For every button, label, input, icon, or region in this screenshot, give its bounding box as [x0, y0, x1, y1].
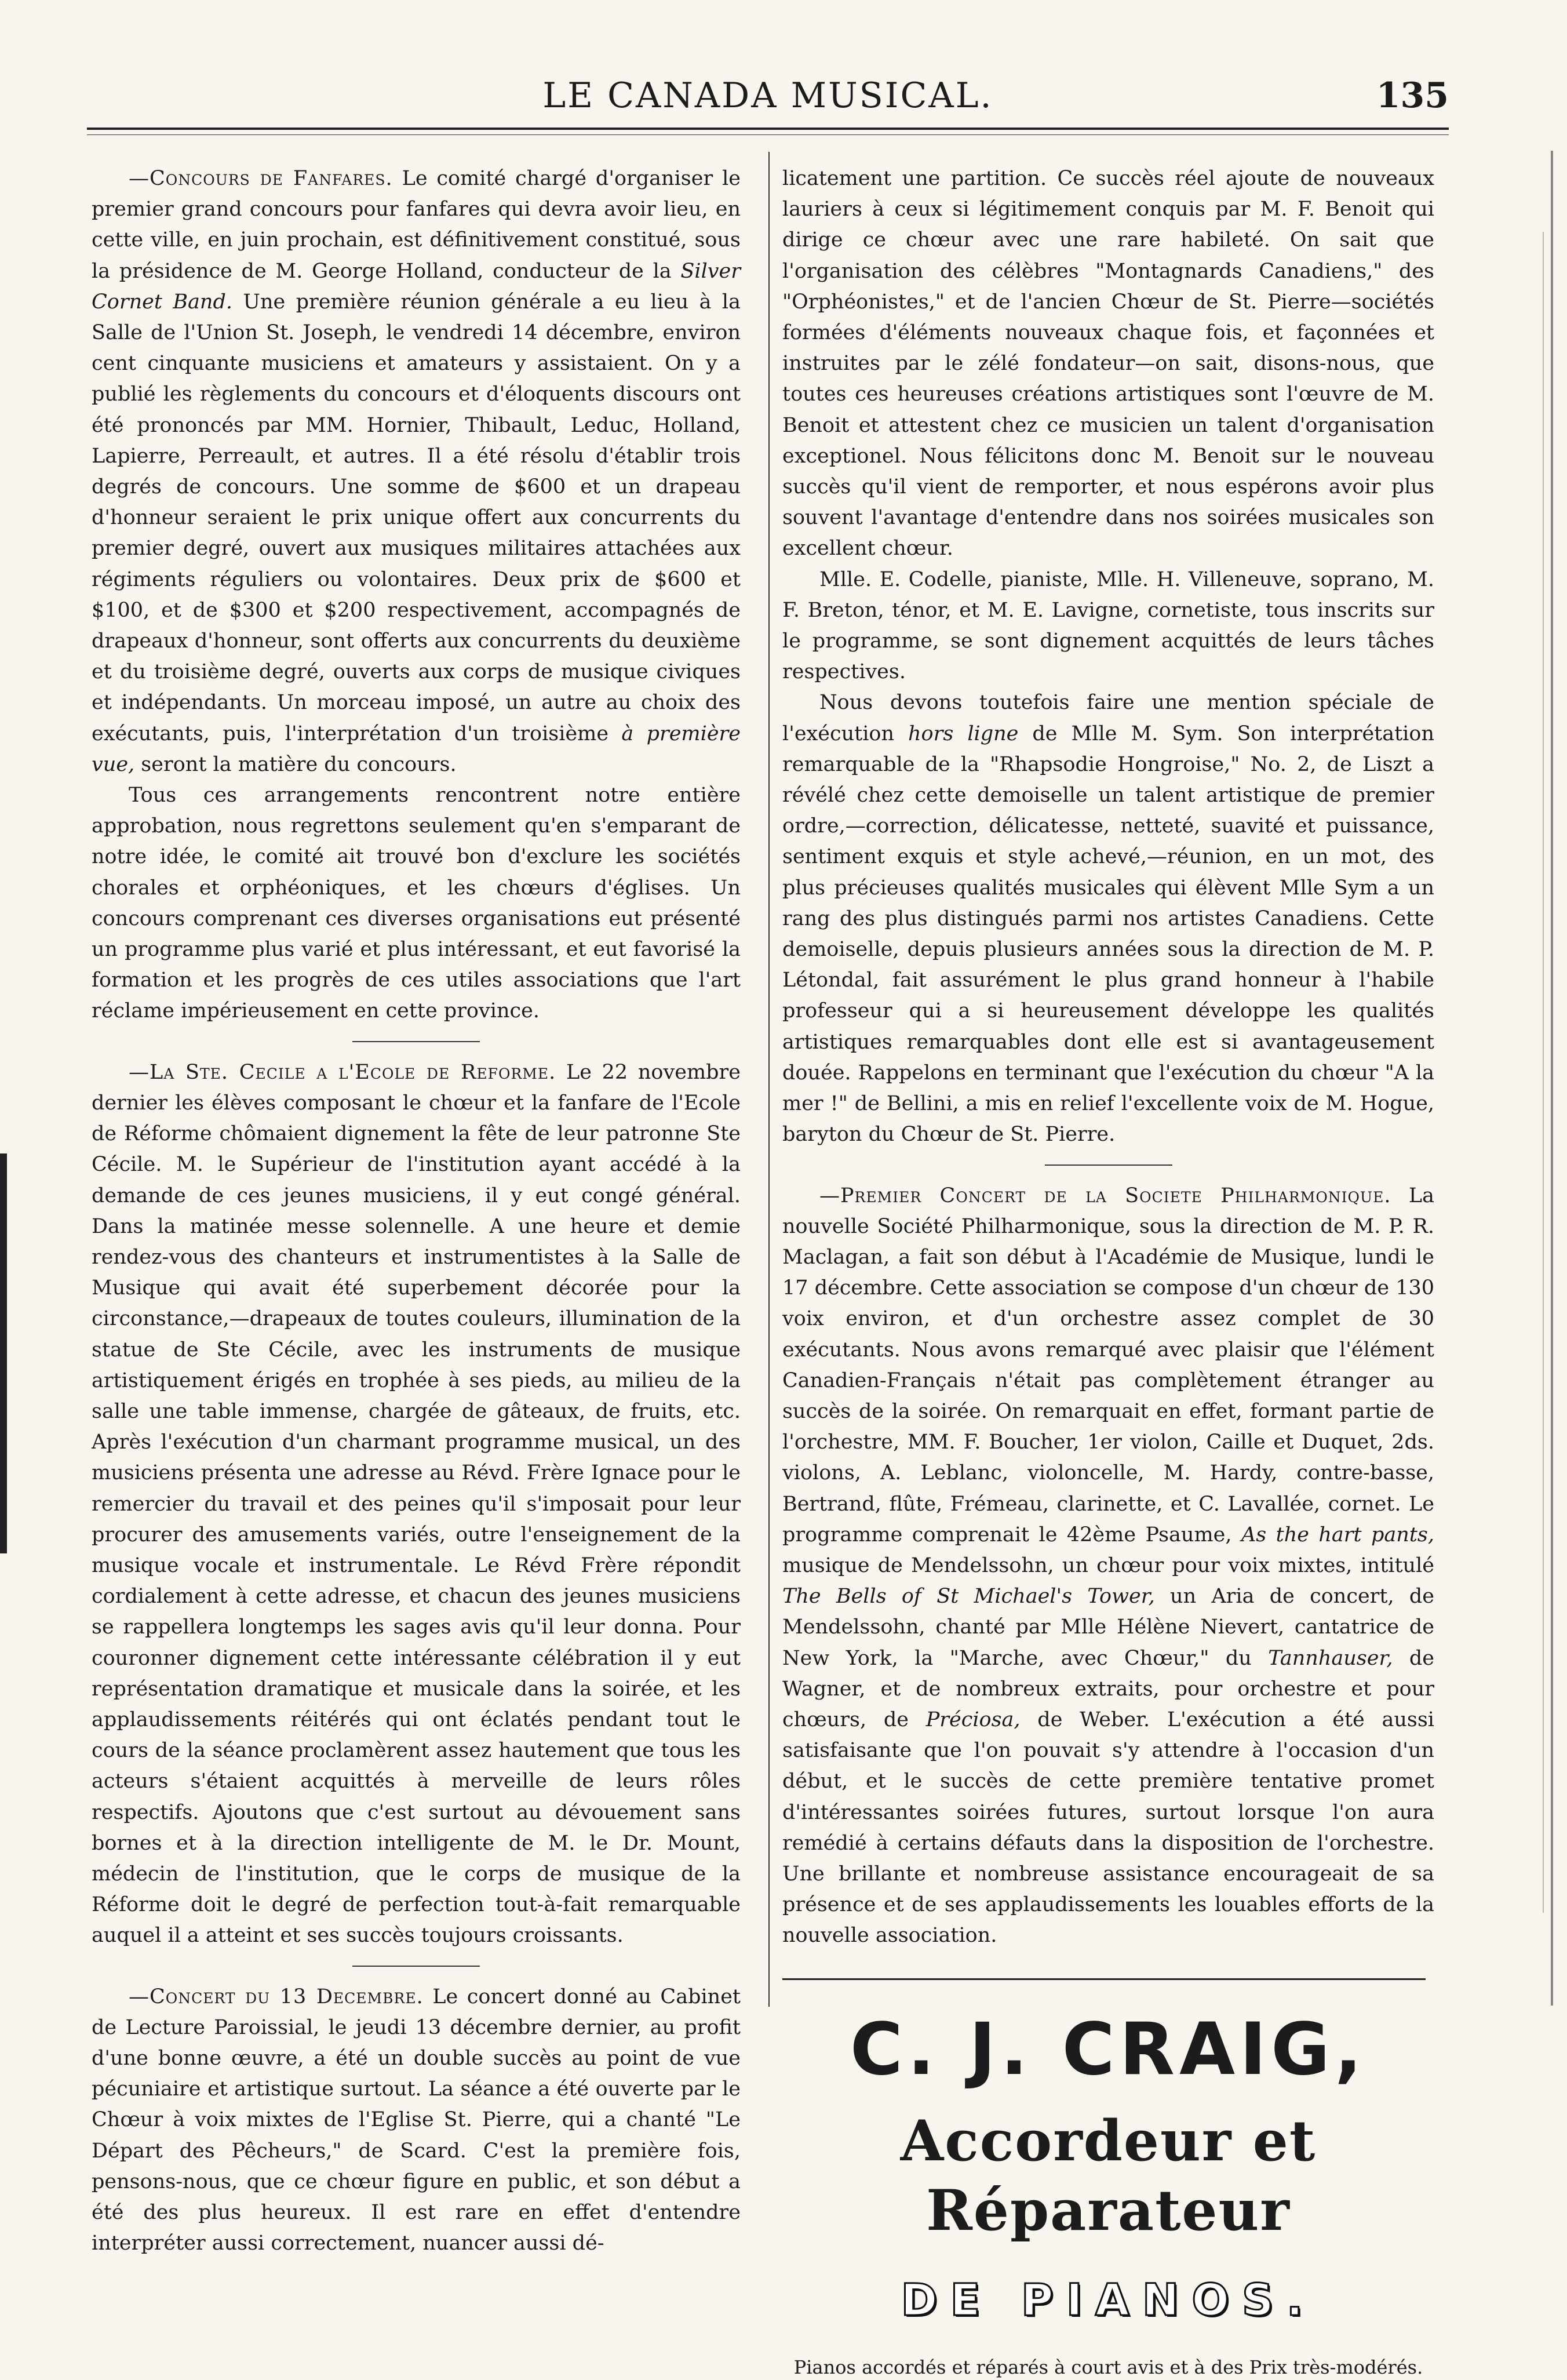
article-heading: —La Ste. Cecile a l'Ecole de Reforme. — [129, 1060, 556, 1084]
article-text: de Wagner, et de nombreux extraits, pour orchestre et pour chœurs, de — [782, 1646, 1434, 1731]
article-text: un Aria de concert, de Mendelssohn, chanté par Mlle Hélène Nievert, cantatrice de New York, la "Marche, avec Chœur," du — [782, 1585, 1434, 1670]
italic-phrase: à première vue, — [92, 722, 741, 776]
article-text: de Mlle M. Sym. Son interprétation remarquable de la "Rhapsodie Hongroise," No. 2, de Liszt a révélé chez cette demoiselle un talent artistique de premier ordre,—correction, délicatesse, netteté, suavité et puissance, sentiment exquis et style achevé,—réunion, en un mot, des plus précieuses qualités musicales qui élèvent Mlle Sym a un rang des plus distingués parmi nos artistes Canadiens. Cette demoiselle, depuis plusieurs années sous la direction de M. P. Létondal, fait assurément le plus grand honneur à l'habile professeur qui a si heureusement développe les qualités artistiques remarquables dont elle est si avantageusement douée. Rappelons en terminant que l'exécution du chœur "A la mer !" de Bellini, a mis en relief l'excellente voix de M. Hogue, baryton du Chœur de St. Pierre. — [782, 722, 1434, 1147]
journal-title: LE CANADA MUSICAL. — [542, 75, 993, 116]
article-paragraph-sym — [782, 687, 1434, 1150]
left-edge-bar — [0, 1153, 7, 1553]
article-text: musique de Mendelssohn, un chœur pour voix mixtes, intitulé — [782, 1553, 1434, 1577]
article-text: Le comité chargé d'organiser le premier grand concours pour fanfares qui devra avoir lieu, en cette ville, en juin prochain, est définitivement constitué, sous la présidence de M. George Holland, conducteur de la — [92, 167, 741, 283]
advertisement-rule — [782, 1978, 1426, 1980]
page-number: 135 — [1376, 75, 1449, 116]
work-title: The Bells of St Michael's Tower, — [782, 1585, 1155, 1608]
article-paragraph: Mlle. E. Codelle, pianiste, Mlle. H. Villeneuve, soprano, M. F. Breton, ténor, et M. E. Lavigne, cornetiste, tous inscrits sur le programme, se sont dignement acquittés de leurs tâches respectives. — [782, 567, 1434, 684]
article-concours-fanfares — [92, 163, 741, 780]
article-concert-13-decembre — [92, 1982, 741, 2259]
section-separator — [1045, 1164, 1172, 1166]
article-heading: —Premier Concert de la Societe Philharmonique. — [819, 1184, 1391, 1207]
masthead — [87, 75, 1449, 122]
advertiser-pianos: DE PIANOS. — [901, 2273, 1316, 2326]
right-column — [782, 163, 1434, 2380]
header-rule-thin — [87, 134, 1449, 135]
band-name: Silver Cornet Band. — [92, 259, 741, 314]
article-heading: —Concours de Fanfares. — [129, 167, 393, 190]
article-text: Le concert donné au Cabinet de Lecture Paroissial, le jeudi 13 décembre dernier, au profit d'une bonne œuvre, a été un double succès au point de vue pécuniaire et artistique surtout. La séance a été ouverte par le Chœur à voix mixtes de l'Eglise St. Pierre, qui a chanté "Le Départ des Pêcheurs," de Scard. C'est la première fois, pensons-nous, que ce chœur figure en public, et son début a été des plus heureux. Il est rare en effet d'entendre interpréter aussi correctement, nuancer aussi dé- — [92, 1985, 741, 2255]
article-paragraph: Tous ces arrangements rencontrent notre entière approbation, nous regrettons seulement qu'en s'emparant de notre idée, le comité ait trouvé bon d'exclure les sociétés chorales et orphéoniques, et les chœurs d'églises. Un concours comprenant ces diverses organisations eut présenté un programme plus varié et plus intéressant, et eut favorisé la formation et les progrès de ces utiles associations que l'art réclame impérieusement en cette province. — [92, 784, 741, 1023]
work-title: Tannhauser, — [1268, 1646, 1393, 1670]
article-text: de Weber. L'exécution a été aussi satisfaisante que l'on pouvait s'y attendre à l'occasion d'un début, et le succès de cette première tentative promet d'intéressantes soirées futures, surtout lorsque l'on aura remédié à certains défauts dans la disposition de l'orchestre. Une brillante et nombreuse assistance encourageait de sa présence et de ses applaudissements les louables efforts de la nouvelle association. — [782, 1708, 1434, 1948]
header-rule — [87, 128, 1449, 130]
section-separator — [352, 1041, 480, 1042]
italic-phrase: hors ligne — [908, 722, 1019, 745]
article-text: Nous devons toutefois faire une mention spéciale de l'exécution — [782, 691, 1434, 745]
left-column — [92, 163, 741, 2259]
article-text: La nouvelle Société Philharmonique, sous la direction de M. P. R. Maclagan, a fait son début à l'Académie de Musique, lundi le 17 décembre. Cette association se compose d'un chœur de 130 voix environ, et d'un orchestre assez complet de 30 exécutants. Nous avons remarqué avec plaisir que l'élément Canadien-Français n'était pas complètement étranger au succès de la soirée. On remarquait en effet, formant partie de l'orchestre, MM. F. Boucher, 1er violon, Caille et Duquet, 2ds. violons, A. Leblanc, violoncelle, M. Hardy, contre-basse, Bertrand, flûte, Frémeau, clarinette, et C. Lavallée, cornet. Le programme comprenait le 42ème Psaume, — [782, 1184, 1434, 1546]
work-title: As the hart pants, — [1241, 1523, 1434, 1546]
article-text: Le 22 novembre dernier les élèves composant le chœur et la fanfare de l'Ecole de Réforme chômaient dignement la fête de leur patronne Ste Cécile. M. le Supérieur de l'institution ayant accédé à la demande de ces jeunes musiciens, il y eut congé général. Dans la matinée messe solennelle. A une heure et demie rendez-vous des chanteurs et instrumentistes à la Salle de Musique qui avait été superbement décorée pour la circonstance,—drapeaux de toutes couleurs, illumination de la statue de Ste Cécile, avec les instruments de musique artistiquement érigés en trophée à ses pieds, au milieu de la salle une table immense, chargée de gâteaux, de fruits, etc. Après l'exécution d'un charmant programme musical, un des musiciens présenta une adresse au Révd. Frère Ignace pour le remercier du travail et des peines qu'il s'imposait pour leur procurer des amusements variés, outre l'enseignement de la musique vocale et instrumentale. Le Révd Frère répondit cordialement à cette adresse, et chacun des jeunes musiciens se rappellera longtemps les sages avis qu'il leur donna. Pour couronner dignement cette intéressante célébration il y eut représentation dramatique et musicale dans la soirée, et les applaudissements réitérés qui ont éclatés pendant tout le cours de la séance proclamèrent assez hautement que tous les acteurs s'étaient acquittés à merveille de leurs rôles respectifs. Ajoutons que c'est surtout au dévouement sans bornes et à la direction intelligente de M. le Dr. Mount, médecin de l'institution, que le corps de musique de la Réforme doit le degré de perfection tout-à-fait remarquable auquel il a atteint et ses succès toujours croissants. — [92, 1060, 741, 1948]
article-text: seront la matière du concours. — [141, 752, 457, 776]
advertiser-note: Pianos accordés et réparés à court avis et à des Prix très-modérés. — [793, 2356, 1423, 2378]
article-philharmonique — [782, 1181, 1434, 1952]
advertisement — [782, 2009, 1434, 2380]
article-heading: —Concert du 13 Decembre. — [129, 1985, 424, 2008]
article-continuation: licatement une partition. Ce succès réel ajoute de nouveaux lauriers à ceux si légitimement conquis par M. F. Benoit qui dirige ce chœur avec une rare habileté. On sait que l'organisation des célèbres "Montagnards Canadiens," des "Orphéonistes," et de l'ancien Chœur de St. Pierre—sociétés formées d'éléments nouveaux chaque fois, et façonnées et instruites par le zélé fondateur—on sait, disons-nous, que toutes ces heureuses créations artistiques sont l'œuvre de M. Benoit et attestent chez ce musicien un talent d'organisation exceptionel. Nous félicitons donc M. Benoit sur le nouveau succès qu'il vient de remporter, et nous espérons avoir plus souvent l'avantage d'entendre dans nos soirées musicales son excellent chœur. — [782, 167, 1434, 561]
work-title: Préciosa, — [925, 1708, 1021, 1731]
column-divider — [768, 152, 770, 2007]
article-text: Une première réunion générale a eu lieu à la Salle de l'Union St. Joseph, le vendredi 14 décembre, environ cent cinquante musiciens et amateurs y assistaient. On y a publié les règlements du concours et d'éloquents discours ont été prononcés par MM. Hornier, Thibault, Leduc, Holland, Lapierre, Perreault, et autres. Il a été résolu d'établir trois degrés de concours. Une somme de $600 et un drapeau d'honneur seraient le prix unique offert aux concurrents du premier degré, ouvert aux musiques militaires attachées aux régiments réguliers ou volontaires. Deux prix de $600 et $100, et de $300 et $200 respectivement, accompagnés de drapeaux d'honneur, sont offerts aux concurrents du deuxième et du troisième degré, ouverts aux corps de musique civiques et indépendants. Un morceau imposé, un autre au choix des exécutants, puis, l'interprétation d'un troisième — [92, 290, 741, 745]
margin-edge-mark — [1551, 151, 1553, 2006]
advertiser-trade: Accordeur et Réparateur — [900, 2108, 1317, 2243]
advertiser-name: C. J. CRAIG, — [850, 2007, 1367, 2091]
article-ste-cecile — [92, 1057, 741, 1952]
margin-edge-mark-2 — [1543, 232, 1544, 1913]
section-separator — [352, 1966, 480, 1967]
